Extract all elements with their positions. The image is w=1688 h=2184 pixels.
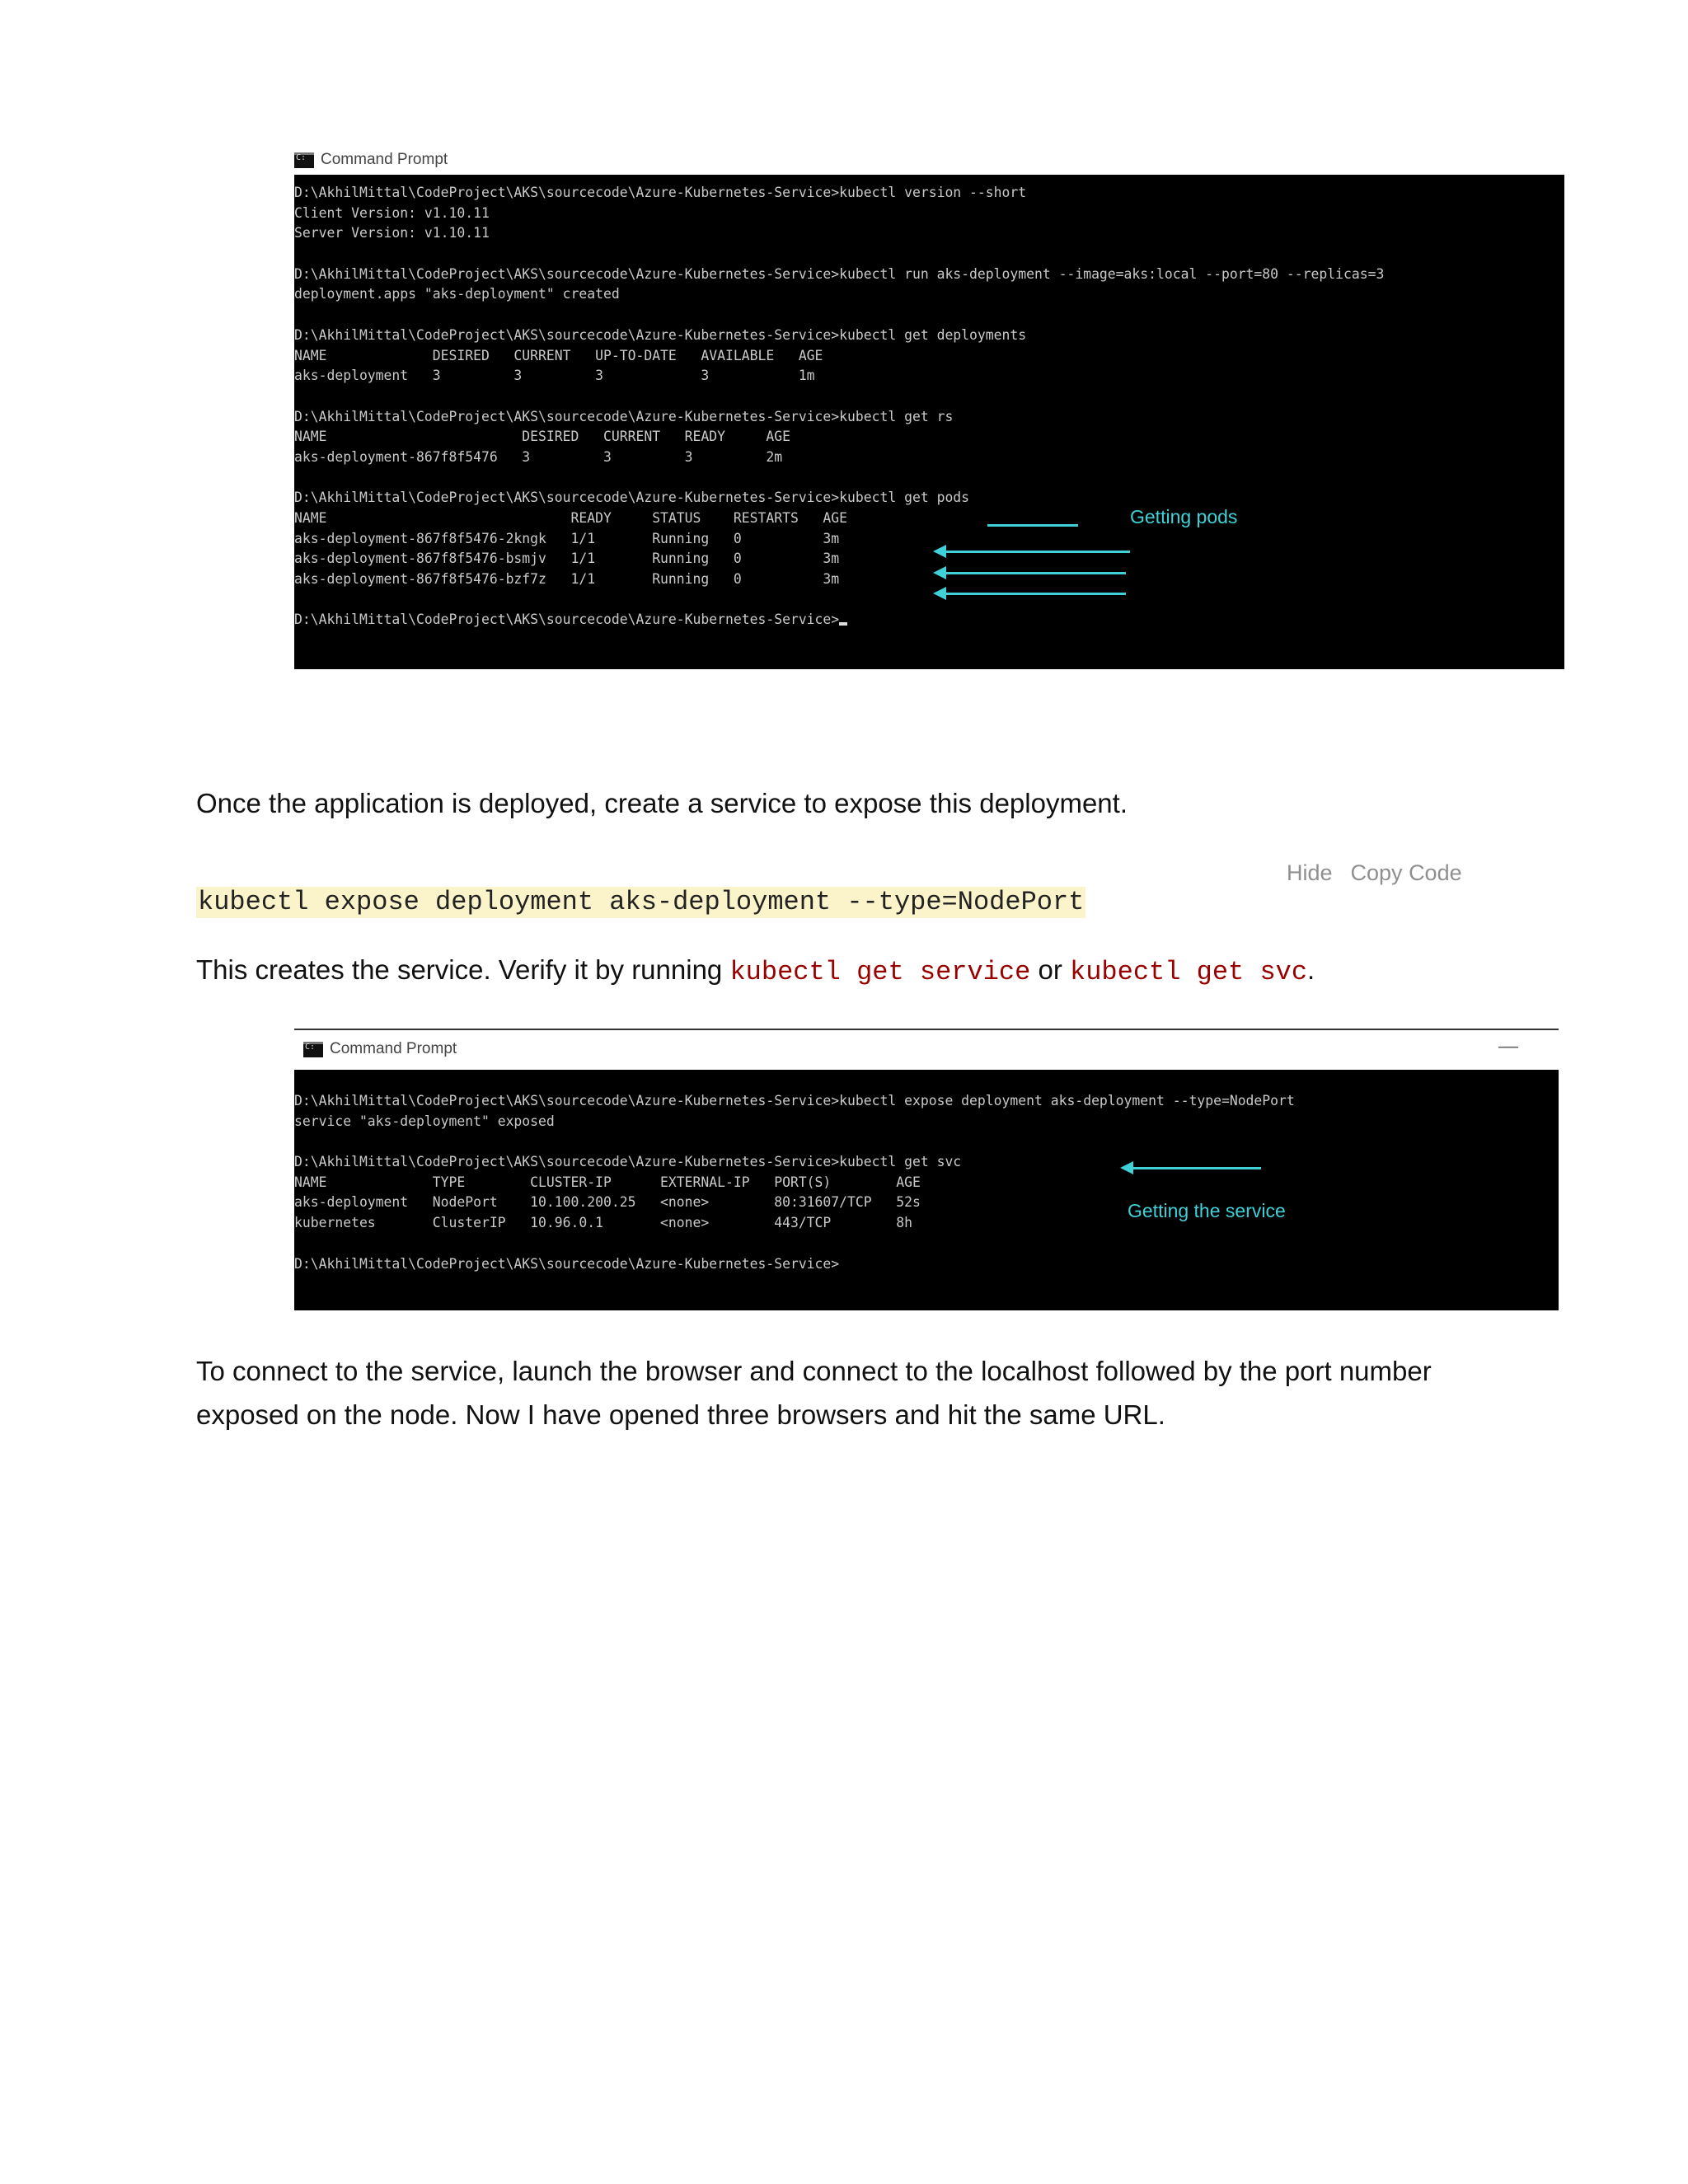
copy-code-link[interactable]: Copy Code — [1350, 860, 1462, 885]
arrow-pod-2 — [945, 572, 1126, 574]
code-actions — [1287, 860, 1480, 886]
terminal-line: NAME READY STATUS RESTARTS AGE — [294, 510, 848, 526]
terminal-cursor — [839, 622, 847, 626]
inline-code-get-svc: kubectl get svc — [1070, 957, 1308, 987]
arrow-pod-3 — [945, 593, 1126, 595]
terminal-line — [294, 305, 1564, 326]
paragraph-text-suffix: . — [1307, 954, 1315, 985]
annotation-getting-the-service: Getting the service — [1128, 1200, 1286, 1221]
terminal-line: D:\AkhilMittal\CodeProject\AKS\sourcecode\Azure-Kubernetes-Service> — [294, 610, 1564, 630]
terminal-line: D:\AkhilMittal\CodeProject\AKS\sourcecode\Azure-Kubernetes-Service>kubectl expose deployment aks-deployment --type=NodePort — [294, 1093, 1295, 1108]
terminal-line: aks-deployment-867f8f5476-2kngk 1/1 Running 0 3m — [294, 530, 840, 546]
terminal-line: aks-deployment NodePort 10.100.200.25 <none> 80:31607/TCP 52s — [294, 1194, 921, 1211]
terminal-line: NAME DESIRED CURRENT UP-TO-DATE AVAILABLE AGE — [294, 347, 823, 363]
terminal-screenshot-service — [294, 1070, 1559, 1310]
paragraph-deploy-service: Once the application is deployed, create a service to expose this deployment. — [196, 788, 1128, 818]
terminal-line: aks-deployment-867f8f5476-bzf7z 1/1 Running 0 3m — [294, 571, 840, 588]
terminal-line: NAME TYPE CLUSTER-IP EXTERNAL-IP PORT(S) AGE — [294, 1174, 921, 1190]
terminal-line — [294, 387, 1564, 407]
terminal-line: Client Version: v1.10.11 — [294, 204, 490, 221]
terminal-line: D:\AkhilMittal\CodeProject\AKS\sourcecode\Azure-Kubernetes-Service>kubectl get svc — [294, 1154, 962, 1170]
terminal-line: aks-deployment-867f8f5476 3 3 3 2m — [294, 448, 783, 465]
terminal-line: D:\AkhilMittal\CodeProject\AKS\sourcecode\Azure-Kubernetes-Service>kubectl run aks-deployment --image=aks:local --port=80 --replicas=3 — [294, 265, 1385, 282]
paragraph-connect-line-2: exposed on the node. Now I have opened three browsers and hit the same URL. — [196, 1399, 1165, 1430]
terminal-title-bar — [294, 151, 448, 169]
terminal-line: aks-deployment 3 3 3 3 1m — [294, 368, 815, 384]
terminal-title-bar-2 — [303, 1040, 457, 1058]
terminal-line: service "aks-deployment" exposed — [294, 1113, 555, 1129]
code-block-expose: kubectl expose deployment aks-deployment --type=NodePort — [198, 887, 1085, 917]
terminal-line: D:\AkhilMittal\CodeProject\AKS\sourcecode\Azure-Kubernetes-Service>kubectl get deployments — [294, 326, 1027, 343]
paragraph-connect-line-1: To connect to the service, launch the browser and connect to the localhost followed by the port number — [196, 1356, 1432, 1386]
terminal-line: kubernetes ClusterIP 10.96.0.1 <none> 443/TCP 8h — [294, 1215, 912, 1231]
hide-code-link[interactable]: Hide — [1287, 860, 1333, 885]
minimize-icon[interactable]: — — [1498, 1035, 1518, 1057]
inline-code-get-service: kubectl get service — [729, 957, 1031, 987]
terminal-line: D:\AkhilMittal\CodeProject\AKS\sourcecode\Azure-Kubernetes-Service> — [294, 1255, 840, 1272]
terminal-line — [294, 1234, 1559, 1254]
terminal-line — [294, 1132, 1559, 1152]
terminal-line: D:\AkhilMittal\CodeProject\AKS\sourcecode\Azure-Kubernetes-Service>kubectl get rs — [294, 408, 954, 424]
terminal-screenshot-pods — [294, 175, 1564, 669]
terminal-line — [294, 244, 1564, 265]
arrow-pod-1 — [945, 551, 1130, 553]
terminal-line: aks-deployment-867f8f5476-bsmjv 1/1 Running 0 3m — [294, 551, 840, 567]
terminal-title: Command Prompt — [330, 1040, 457, 1057]
get-pods-underline — [987, 524, 1078, 527]
terminal-line: D:\AkhilMittal\CodeProject\AKS\sourcecode\Azure-Kubernetes-Service>kubectl version --short — [294, 185, 1027, 200]
command-prompt-icon — [303, 1042, 323, 1057]
terminal-title: Command Prompt — [321, 151, 448, 168]
paragraph-text-prefix: This creates the service. Verify it by running — [196, 954, 730, 985]
terminal-line: deployment.apps "aks-deployment" created — [294, 286, 620, 302]
arrow-get-svc — [1132, 1167, 1261, 1169]
annotation-getting-pods: Getting pods — [1130, 506, 1238, 527]
command-prompt-icon — [294, 152, 314, 168]
terminal-line — [294, 468, 1564, 489]
paragraph-verify-service — [196, 948, 1315, 994]
paragraph-text-middle: or — [1030, 954, 1070, 985]
terminal-line: D:\AkhilMittal\CodeProject\AKS\sourcecode\Azure-Kubernetes-Service>kubectl get pods — [294, 490, 970, 506]
terminal2-top-border — [294, 1029, 1559, 1030]
terminal-line: Server Version: v1.10.11 — [294, 225, 490, 241]
terminal-line — [294, 590, 1564, 611]
terminal-line: NAME DESIRED CURRENT READY AGE — [294, 429, 790, 445]
